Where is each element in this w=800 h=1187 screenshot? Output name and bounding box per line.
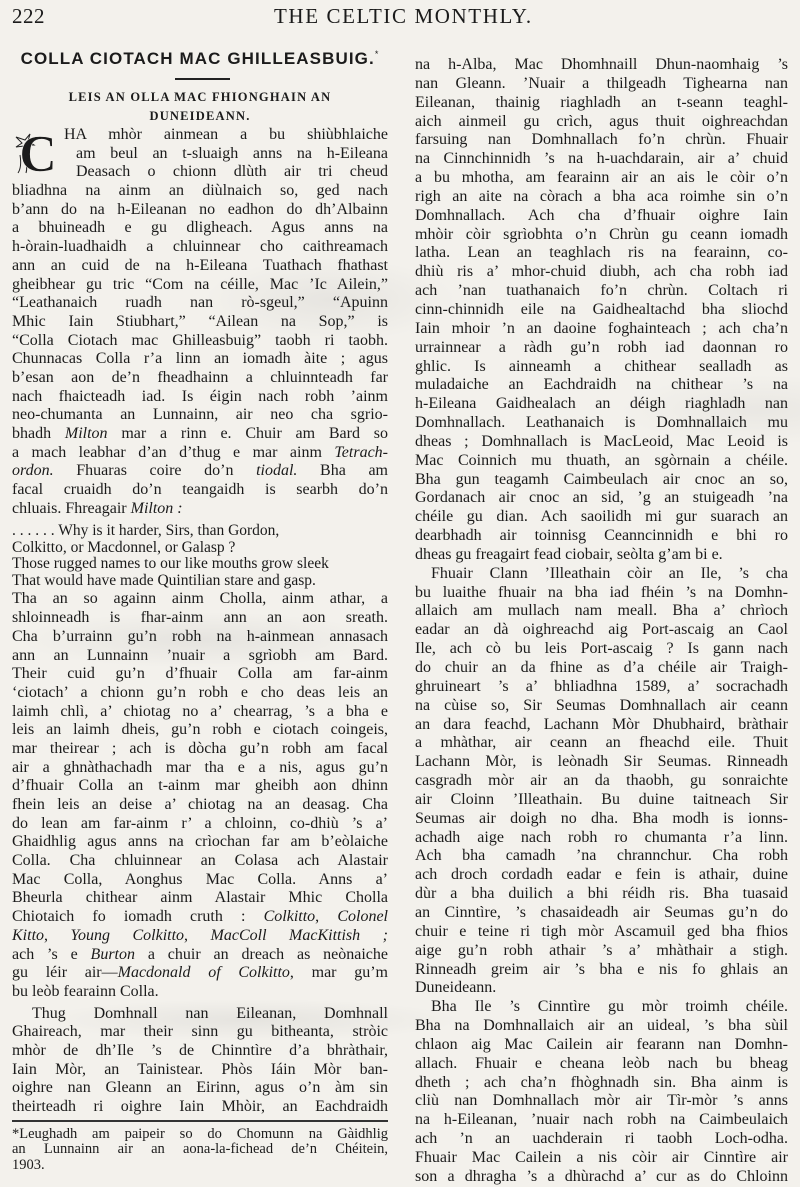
text-line: na cùise so, Sir Seumas Domhnallach air ceann: [415, 696, 788, 714]
text-line: h-Eileana Gaidhealach an déigh riaghladh nan: [415, 395, 788, 413]
text-line: dùr a bha duilich a bhi réidh ris. Bha tuasaid: [415, 885, 788, 903]
text-line: an Cinntìre, ’s chasaideadh air Seumas gu’n do: [415, 903, 788, 921]
text-line: latha. Lean an teaghlach ris na fearainn, co-: [415, 244, 788, 262]
text-line: air Cloinn ’Illeathain. Bu duine taitneach Sir: [415, 790, 788, 808]
text-line: a mhàthar, air ceann an fheachd eile. Thuit: [415, 734, 788, 752]
text-line: h-òrain-luadhaidh a chluinnear cho caithreamach: [12, 238, 388, 256]
text-line: shloinneadh is fhar-ainm ann an aon sreath.: [12, 609, 388, 627]
text-line: chlaon aig Mac Cailein air fearann nan Domhn-: [415, 1035, 788, 1053]
text-line: dheas gu freagairt fead ciobair, seòlta g’am bi e.: [415, 545, 723, 563]
footnote: [12, 1127, 388, 1173]
text-line: ann an cuid de na h-Eileana Tuathach fhathast: [12, 256, 388, 274]
text-line: “Colla Ciotach mac Ghilleasbuig” taobh ri taobh.: [12, 331, 388, 349]
paragraph-1: [12, 126, 388, 518]
page-number: 222: [12, 4, 45, 28]
text-line: chuir e teine ri tigh mòr Ascamuil ged bha fhios: [415, 922, 788, 940]
text-line: Thug Domhnall nan Eileanan, Domhnall: [32, 1004, 388, 1022]
text-line: chéile gu dian. Ach saoilidh mi gur suarach an: [415, 508, 788, 526]
text-line: ach ’nan tuathanaich fo’n chrùn. Coltach ri: [415, 282, 788, 300]
text-segment: mar a rinn e. Chuir am Bard so: [107, 425, 388, 442]
text-line: Colkitto, or Macdonnel, or Galasp ?: [12, 538, 236, 556]
text-line: a bu mhotha, am fearainn air an ais le còir o’n: [415, 169, 788, 187]
text-line: Ghaireach, mar their sinn gu bitheanta, stròic: [12, 1023, 388, 1041]
text-line: fhein leis an deise a’ chiotag na an deasag. Cha: [12, 796, 388, 813]
text-segment: Bha am: [297, 462, 388, 480]
text-line: allach. Fhuair e cheana leòb nach bu bheag: [415, 1054, 788, 1072]
italic-text: Milton: [64, 425, 108, 442]
right-column: [415, 56, 788, 1187]
text-line: [12, 425, 388, 444]
text-segment: chluais. Fhreagair: [12, 499, 131, 517]
text-line: [12, 908, 388, 927]
text-line: allaich am mullach nam meall. Bha a’ chrìoch: [415, 602, 788, 620]
text-line: Rinneadh greim air ’s bha e nis fo ghlais an: [415, 960, 788, 978]
text-line: farsuing nan Domhnallach fo’n chrùn. Fhuair: [415, 131, 788, 149]
text-line: Cha b’urrainn gu’n robh na h-ainmean annasach: [12, 627, 388, 645]
text-line: bliadhna na ainm an diùlnaich so, ged nach: [12, 182, 388, 200]
text-line: nan Gleann. ’Nuair a thilgeadh Tighearna nan: [415, 74, 788, 92]
text-line: Fhuair Clann ’Illeathain còir an Ile, ’s cha: [431, 564, 788, 582]
ornamental-drop-cap: [12, 127, 60, 175]
text-line: urrainnear a ràdh gu’n robh iad daonnan ro: [415, 338, 788, 356]
text-line: mar theirear ; ach is dòcha gu’n robh am facal: [12, 739, 388, 757]
italic-text: Colkitto: [263, 908, 316, 926]
text-line: Deasach o chionn dlùth air tri cheud: [76, 163, 388, 181]
text-line: na h-Alba, Mac Dhomhnaill Dhun-naomhaig ’s: [415, 56, 788, 73]
text-line: muladaiche an Eachdraidh na chithear ’s na: [415, 376, 788, 394]
text-line: Ghaidhlig agus anns na crìochan far am b’eòlaiche: [12, 833, 388, 851]
text-line: an dara feachd, Lachann Mòr Dhubhaird, bràthair: [415, 715, 788, 733]
text-line: bu leòb fearainn Colla.: [12, 982, 159, 1000]
text-segment: Fhuaras coire do’n: [53, 462, 257, 480]
text-line: Domhnallach. Ach cha d’fhuair oighre Iain: [415, 206, 788, 224]
text-line: Their cuid gu’n d’fhuair Colla am far-ainm: [12, 665, 388, 683]
text-line: ann an Lunnainn ’nuair a sgrìobh am Bard.: [12, 646, 388, 664]
text-segment: ,: [44, 926, 71, 944]
byline-line-1: LEIS AN OLLA MAC FHIONGHAIN AN: [68, 90, 332, 104]
title-divider: [175, 78, 230, 80]
text-line: Mac Coinnich mu thuath, an sgòrnain a chéile.: [415, 451, 788, 469]
text-line: [12, 444, 388, 463]
text-line: HA mhòr ainmean a bu shiùbhlaiche: [64, 126, 388, 143]
italic-text: Colonel: [337, 908, 388, 926]
text-line: an Lunnainn air an aona-la-fichead de’n Chéitein,: [12, 1141, 388, 1158]
text-line: 1903.: [12, 1156, 45, 1173]
text-line: air a ghnàthachadh mar tha e a nis, agus gu’n: [12, 758, 388, 776]
text-segment: bhadh: [12, 425, 65, 442]
text-line: ghlic. Is ainneamh a chithear sealladh as: [415, 357, 788, 375]
left-column: [12, 126, 388, 1117]
text-line: ghruineart ’s a’ bhliadhna 1589, a’ socrachadh: [415, 677, 788, 695]
text-line: Lachann Mòr, is leònadh Sir Seumas. Rinneadh: [415, 753, 788, 771]
text-line: Ach bha camadh ’na chrannchur. Cha robh: [415, 847, 788, 865]
text-line: Iain Mòr, an Tainistear. Phòs Iáin Mòr ban-: [12, 1060, 388, 1078]
italic-text: Burton: [90, 945, 135, 963]
footnote-divider: [12, 1120, 388, 1122]
text-line: do chuir an da fhine as d’a chéile air Traigh-: [415, 659, 788, 676]
text-line: [12, 964, 388, 983]
text-line: laimh chlì, a’ chiotag no a’ chearrag, ’s a bha e: [12, 702, 388, 720]
italic-text: Kitto: [12, 926, 45, 944]
running-title: THE CELTIC MONTHLY.: [274, 4, 533, 28]
text-line: nach fhaicteadh iad. Is éigin nach robh ’ainm: [12, 387, 388, 405]
text-segment: Chiotaich fo iomadh cruth :: [12, 908, 264, 926]
italic-text: Milton :: [130, 499, 183, 517]
italic-text: Young Colkitto: [70, 926, 185, 944]
text-line: leis an laimh dheis, gu’n robh e ciotach coingeis,: [12, 721, 388, 739]
text-line: Bha na Domhnallaich air an uideal, ’s bha sùil: [415, 1017, 788, 1035]
text-line: . . . . . . Why is it harder, Sirs, than Gordon,: [12, 522, 280, 540]
italic-text: Tetrach-: [334, 443, 388, 461]
text-segment: gu léir air—: [12, 964, 118, 982]
text-line: Colla. Cha chluinnear an Colasa ach Alastair: [12, 852, 388, 870]
text-line: Those rugged names to our like mouths grow sleek: [12, 555, 329, 573]
text-line: am beul an t-sluaigh anns na h-Eileana: [76, 144, 388, 162]
article-title-text: COLLA CIOTACH MAC GHILLEASBUIG.: [20, 49, 375, 68]
text-line: Seumas air doigh no dha. Bha modh is ionns-: [415, 809, 788, 827]
text-line: mhòir còir sgrìobhta o’n Chrùn gu ceann iomadh: [415, 225, 788, 243]
text-line: dheth ; ach cha’n fhòghnadh sin. Bha ainm is: [415, 1073, 788, 1091]
article-title: [12, 49, 388, 69]
text-line: oighre nan Gleann an Eirinn, agus o’n àm sin: [12, 1079, 388, 1097]
text-line: casgradh mòr air an da thaobh, gu sonraichte: [415, 772, 788, 790]
text-segment: a chuir an dreach as neònaiche: [135, 945, 389, 963]
text-line: ‘ciotach’ a chionn gu’n robh e cho deas leis an: [12, 683, 388, 701]
text-line: dearbhadh air toinnisg Ceanncinnidh e bhi ro: [415, 527, 788, 545]
text-line: na Cinnchinnidh ’s na h-uachdarain, air a’ chuid: [415, 150, 788, 168]
text-line: b’esan aon de’n fheadhainn a chluinnteadh far: [12, 368, 388, 386]
text-line: Chunnacas Colla r’a linn an iomadh àite ; agus: [12, 350, 388, 368]
text-line: cinn-chinnidh eile na Gaidhealtachd bha sliochd: [415, 300, 788, 318]
paragraph-3: [12, 1005, 388, 1117]
text-line: neo-chumanta an Lunnainn, air neo cha sgrio-: [12, 406, 388, 424]
text-line: Bheurla chithear ainm Alastair Mhic Cholla: [12, 889, 388, 907]
flower-ornament-icon: [12, 127, 60, 175]
text-line: “Leathanaich ruadh nan rò-sgeul,” “Apuinn: [12, 294, 388, 312]
text-line: Mhic Iain Stiubhart,” “Ailean na Sop,” is: [12, 312, 388, 330]
byline-line-2: DUNEIDEANN.: [149, 109, 251, 123]
text-line: [12, 946, 388, 965]
text-line: do lean am far-ainm r’ a chloinn, co-dhiù ’s a’: [12, 814, 388, 832]
italic-text: tiodal.: [256, 462, 298, 480]
text-segment: a mach leabhar d’an d’thug e mar ainm: [12, 443, 335, 461]
text-line: a bhuineadh e gu dligheach. Agus anns na: [12, 219, 388, 237]
paragraph-clann-illeathain: [415, 565, 788, 998]
text-line: Tha an so againn ainm Cholla, ainm athar, a: [12, 590, 388, 608]
text-line: *Leughadh am paipeir so do Chomunn na Gàidhlig: [12, 1126, 388, 1142]
text-line: ach ’n an uachderain ri taobh Loch-odha.: [415, 1130, 788, 1148]
text-line: aige gu’n robh athair ’s a’ mhàthair a stigh.: [415, 941, 788, 959]
italic-text: ordon.: [12, 462, 54, 480]
text-line: Gordanach air cnoc an sid, ’g an stuigeadh ’na: [415, 489, 788, 507]
text-line: [12, 462, 388, 481]
paragraph-2: [12, 590, 388, 1001]
text-line: cliù nan Domhnallach mòr air Tìr-mòr ’s anns: [415, 1092, 788, 1110]
text-line: facal cruaidh do’n teangaidh is searbh do’n: [12, 481, 388, 499]
text-line: Bha gun teagamh Caimbeulach air cnoc an so,: [415, 470, 788, 488]
text-segment: ,: [184, 926, 211, 944]
text-segment: , mar gu’m: [289, 964, 388, 982]
text-line: Iain mhoir ’n an daoine foghainteach ; ach cha’n: [415, 319, 788, 337]
italic-text: MacColl MacKittish ;: [210, 926, 389, 944]
text-segment: ach ’s e: [12, 945, 91, 963]
text-line: Bha Ile ’s Cinntìre gu mòr troimh chéile.: [431, 998, 788, 1016]
text-line: [12, 500, 388, 519]
text-line: na h-Eileanan, ’nuair nach robh na Caimbeulaich: [415, 1111, 788, 1129]
italic-text: Macdonald of Colkitto: [117, 964, 290, 982]
text-line: son a dhragha ’s a dhùrachd a’ cur as do Chloinn: [415, 1167, 788, 1185]
text-line: eadar an dà oighreachd aig Port-ascaig an Caol: [415, 621, 788, 639]
footnote-marker: *: [374, 49, 380, 59]
text-line: righ an aite na còrach a bha aca roimhe sin o’n: [415, 187, 788, 205]
text-line: theirteadh ri oighre Iain Mhòir, an Eachdraidh: [12, 1098, 388, 1115]
text-line: That would have made Quintilian stare and gasp.: [12, 571, 316, 589]
paragraph-ile-cinntire: [415, 998, 788, 1186]
text-line: ach droch cordadh eadar e fein is athair, duine: [415, 866, 788, 884]
text-line: Domhnallach. Leathanaich is Domhnallaich mu: [415, 414, 788, 432]
text-line: b’ann do na h-Eileanan no eadhon do dh’Albainn: [12, 200, 388, 218]
text-line: Mac Colla, Aonghus Mac Colla. Anns a’: [12, 870, 388, 888]
text-line: dheas ; Domhnallach is MacLeoid, Mac Leoid is: [415, 432, 788, 450]
text-line: gheibhear gu tric “Com na céille, Mac ’Ic Ailein,”: [12, 275, 388, 293]
text-line: Ile, ach cò bu leis Port-ascaig ? Is gann nach: [415, 640, 788, 658]
drop-cap-letter: C: [19, 127, 57, 175]
text-line: Duneideann.: [415, 979, 497, 997]
text-line: Fhuair Mac Cailein a nis còir air Cinntìre air: [415, 1148, 788, 1166]
text-line: mhòr de dh’Ile ’s de Chinntìre d’a bhràthair,: [12, 1041, 388, 1059]
text-line: Eileanan, thainig riaghladh an t-seann teaghl-: [415, 93, 788, 111]
text-line: achadh aige nach robh ro chumanta r’a linn.: [415, 828, 788, 846]
milton-quotation: [12, 523, 388, 589]
text-line: bu luaithe fhuair na bha iad fhéin ’s na Domhn-: [415, 583, 788, 601]
text-line: dhiù ris a’ mhor-chuid diubh, ach cha robh iad: [415, 263, 788, 281]
text-line: d’fhuair Colla an t-ainm mar gheibh aon dhinn: [12, 777, 388, 795]
paragraph-continued: [415, 56, 788, 565]
text-line: aich ainmeil gu crìch, agus thuit oighreachdan: [415, 112, 788, 130]
text-line: [12, 927, 388, 946]
text-segment: ,: [315, 908, 338, 926]
